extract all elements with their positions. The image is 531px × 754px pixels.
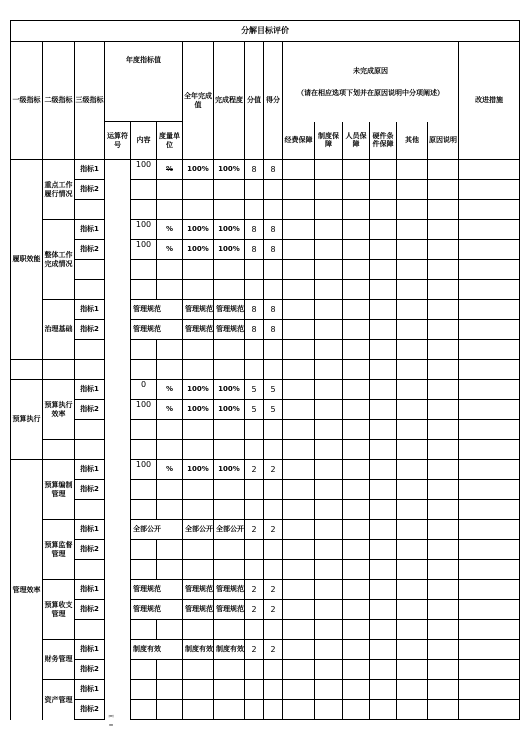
indicator-name: 指标2 (75, 600, 105, 620)
completion-text: 管理规范 (214, 300, 245, 320)
header-full-year: 全年完成值 (183, 42, 214, 160)
score-value: 2 (245, 580, 264, 600)
evaluation-table (10, 20, 520, 720)
obtained-value: 8 (264, 300, 283, 320)
target-text: 管理规范 (131, 600, 183, 620)
completion-value: 100% (214, 240, 245, 260)
full-year-text: 管理规范 (183, 300, 214, 320)
unit-struck (157, 160, 183, 180)
completion-value: 100% (214, 400, 245, 420)
header-score: 分值 (245, 42, 264, 160)
subgroup-compile: 预算编制管理 (43, 460, 75, 520)
subgroup-overall-work: 整体工作完成情况 (43, 220, 75, 300)
unit-value: % (157, 240, 183, 260)
completion-text: 管理规范 (214, 580, 245, 600)
indicator-name: 指标1 (75, 300, 105, 320)
target-text: 制度有效 (131, 640, 183, 660)
header-level3: 三级指标 (75, 42, 105, 160)
indicator-name: 指标1 (75, 380, 105, 400)
subgroup-assets: 资产管理 (43, 680, 75, 720)
subgroup-revenue: 预算收支管理 (43, 580, 75, 640)
indicator-name: 指标2 (75, 660, 105, 680)
header-obtained: 得分 (264, 42, 283, 160)
header-reason-system: 制度保障 (315, 122, 343, 160)
header-reason-funds: 经费保障 (283, 122, 315, 160)
completion-text: 管理规范 (214, 320, 245, 340)
group-budget: 预算执行 (11, 380, 43, 460)
header-reason-hardware: 硬件条件保障 (370, 122, 397, 160)
subgroup-exec-rate: 预算执行效率 (43, 380, 75, 440)
target-value: 100 (131, 400, 157, 420)
full-year-value: 100% (183, 220, 214, 240)
indicator-name: 指标2 (75, 700, 105, 720)
unit-value: % (157, 460, 183, 480)
unit-struck-text: % (165, 165, 173, 174)
full-year-text: 管理规范 (183, 320, 214, 340)
full-year-text: 全部公开 (183, 520, 214, 540)
obtained-value: 5 (264, 400, 283, 420)
full-year-value: 100% (183, 240, 214, 260)
sheet-title: 分解目标评价 (11, 21, 520, 42)
header-completion: 完成程度 (214, 42, 245, 160)
obtained-value: 8 (264, 160, 283, 180)
completion-text: 制度有效 (214, 640, 245, 660)
target-text: 管理规范 (131, 320, 183, 340)
header-level2: 二级指标 (43, 42, 75, 160)
header-unit: 度量单位 (157, 122, 183, 160)
obtained-value: 2 (264, 600, 283, 620)
target-value: 100 (131, 240, 157, 260)
handwritten-mark: 罒 ━ (108, 715, 115, 729)
score-value: 2 (245, 600, 264, 620)
group-duty: 履职效能 (11, 160, 43, 360)
full-year-value: 100% (183, 160, 214, 180)
indicator-name: 指标1 (75, 580, 105, 600)
header-reason-other: 其他 (397, 122, 428, 160)
score-value: 8 (245, 160, 264, 180)
indicator-name: 指标1 (75, 520, 105, 540)
indicator-name: 指标1 (75, 460, 105, 480)
obtained-value: 8 (264, 220, 283, 240)
full-year-value: 100% (183, 460, 214, 480)
indicator-name: 指标2 (75, 480, 105, 500)
indicator-name: 指标2 (75, 320, 105, 340)
header-reason-explain: 原因说明 (428, 122, 459, 160)
target-text: 全部公开 (131, 520, 183, 540)
unit-value: % (157, 400, 183, 420)
header-annual-target: 年度指标值 (105, 42, 183, 122)
obtained-value: 2 (264, 640, 283, 660)
target-value: 100 (131, 460, 157, 480)
header-calc-symbol: 运算符号 (105, 122, 131, 160)
header-reasons-title: 未完成原因 (353, 66, 388, 75)
score-value: 5 (245, 400, 264, 420)
group-mgmt: 管理效率 (11, 460, 43, 720)
indicator-name: 指标2 (75, 180, 105, 200)
header-reasons (283, 42, 459, 122)
score-value: 8 (245, 300, 264, 320)
target-value: 100 (131, 160, 157, 180)
score-value: 2 (245, 640, 264, 660)
calc-symbol-column (105, 160, 131, 720)
unit-value: % (157, 380, 183, 400)
unit-value: % (157, 220, 183, 240)
full-year-value: 100% (183, 400, 214, 420)
completion-text: 全部公开 (214, 520, 245, 540)
obtained-value: 2 (264, 520, 283, 540)
completion-value: 100% (214, 220, 245, 240)
subgroup-governance: 治理基础 (43, 300, 75, 360)
header-reasons-note: （请在相应选项下划并在原因说明中分项阐述） (297, 88, 444, 97)
obtained-value: 5 (264, 380, 283, 400)
target-text: 管理规范 (131, 580, 183, 600)
header-content: 内容 (131, 122, 157, 160)
header-improvement: 改进措施 (459, 42, 520, 160)
score-value: 8 (245, 240, 264, 260)
subgroup-finance: 财务管理 (43, 640, 75, 680)
indicator-name: 指标1 (75, 640, 105, 660)
header-level1: 一级指标 (11, 42, 43, 160)
full-year-text: 管理规范 (183, 600, 214, 620)
full-year-text: 管理规范 (183, 580, 214, 600)
indicator-name: 指标1 (75, 160, 105, 180)
completion-value: 100% (214, 460, 245, 480)
obtained-value: 2 (264, 580, 283, 600)
indicator-name: 指标2 (75, 540, 105, 560)
score-value: 8 (245, 220, 264, 240)
indicator-name: 指标1 (75, 680, 105, 700)
target-value: 0 (131, 380, 157, 400)
indicator-name: 指标2 (75, 240, 105, 260)
subgroup-supervise: 预算监督管理 (43, 520, 75, 580)
subgroup-key-work: 重点工作履行情况 (43, 160, 75, 220)
score-value: 2 (245, 460, 264, 480)
score-value: 8 (245, 320, 264, 340)
score-value: 5 (245, 380, 264, 400)
evaluation-sheet (10, 20, 520, 720)
obtained-value: 8 (264, 240, 283, 260)
target-text: 管理规范 (131, 300, 183, 320)
completion-value: 100% (214, 380, 245, 400)
full-year-value: 100% (183, 380, 214, 400)
full-year-text: 制度有效 (183, 640, 214, 660)
indicator-name: 指标2 (75, 400, 105, 420)
header-reason-staff: 人员保障 (343, 122, 370, 160)
indicator-name: 指标1 (75, 220, 105, 240)
target-value: 100 (131, 220, 157, 240)
score-value: 2 (245, 520, 264, 540)
completion-value: 100% (214, 160, 245, 180)
obtained-value: 2 (264, 460, 283, 480)
completion-text: 管理规范 (214, 600, 245, 620)
obtained-value: 8 (264, 320, 283, 340)
